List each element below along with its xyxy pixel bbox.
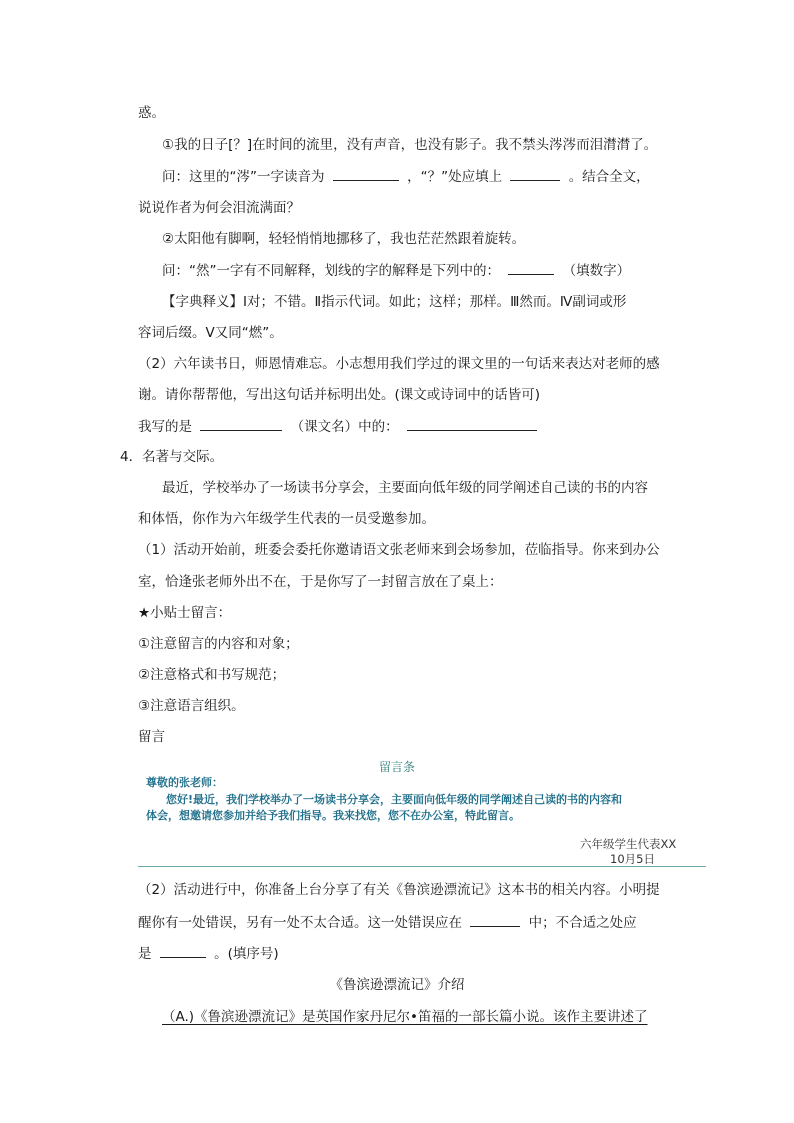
text-line: 容词后缀。Ⅴ又同“燃”。	[138, 325, 283, 341]
answer-blank[interactable]	[470, 912, 520, 927]
text-line: （2）六年读书日，师恩情难忘。小志想用我们学过的课文里的一句话来表达对老师的感	[138, 356, 660, 372]
text-line: 谢。请你帮帮他，写出这句话并标明出处。(课文或诗词中的话皆可)	[138, 387, 541, 403]
text-line	[138, 943, 279, 964]
answer-blank[interactable]	[510, 166, 560, 181]
text-line: 【字典释义】Ⅰ对；不错。Ⅱ指示代词。如此；这样；那样。Ⅲ然而。Ⅳ副词或形	[162, 294, 627, 310]
text-line: 室，恰逢张老师外出不在，于是你写了一封留言放在了桌上：	[138, 574, 503, 590]
question-text: 问：这里的“涔”一字读音为	[162, 169, 325, 185]
note-signature: 六年级学生代表XX	[580, 837, 677, 851]
note-body: 您好!最近，我们学校举办了一场读书分享会，主要面向低年级的同学阐述自己读的书的内容和	[166, 793, 623, 806]
text-line: （A.)《鲁滨逊漂流记》是英国作家丹尼尔•笛福的一部长篇小说。该作主要讲述了	[162, 1009, 648, 1025]
text-line: ②太阳他有脚啊，轻轻悄悄地挪移了，我也茫茫然跟着旋转。	[162, 231, 526, 247]
text-line	[162, 166, 650, 187]
section-title: 《鲁滨逊漂流记》介绍	[329, 977, 465, 993]
question-text: （填数字）	[562, 263, 631, 279]
question-text: 醒你有一处错误，另有一处不太合适。这一处错误应在	[138, 915, 462, 931]
text-line: 说说作者为何会泪流满面？	[138, 200, 300, 216]
answer-blank[interactable]	[508, 260, 554, 275]
question-text: 问：“然”一字有不同解释，划线的字的解释是下列中的：	[162, 263, 500, 279]
question-text: 我写的是	[138, 419, 192, 435]
tip-item: ③注意语言组织。	[138, 698, 245, 714]
answer-blank[interactable]	[160, 943, 206, 958]
question-text: 。(填序号)	[214, 946, 279, 962]
answer-blank[interactable]	[333, 166, 399, 181]
text-line: 惑。	[138, 105, 165, 121]
question-text: 。结合全文，	[568, 169, 650, 185]
note-label: 留言	[138, 729, 165, 745]
answer-blank[interactable]	[200, 416, 282, 431]
text-line	[138, 416, 541, 437]
text-line: ①我的日子[？]在时间的流里，没有声音，也没有影子。我不禁头涔涔而泪潸潸了。	[162, 137, 658, 153]
section-heading: 4．名著与交际。	[120, 449, 224, 465]
text-line: 最近，学校举办了一场读书分享会，主要面向低年级的同学阐述自己读的书的内容	[162, 480, 648, 496]
question-text: ，“？”处应填上	[407, 169, 503, 185]
note-body: 体会，想邀请您参加并给予我们指导。我来找您，您不在办公室，特此留言。	[146, 809, 520, 822]
text-line: （2）活动进行中，你准备上台分享了有关《鲁滨逊漂流记》这本书的相关内容。小明提	[138, 882, 660, 898]
tip-heading: ★小贴士留言：	[138, 605, 232, 621]
question-text: 中；不合适之处应	[528, 915, 637, 931]
answer-blank[interactable]	[407, 416, 537, 431]
text-line	[162, 260, 630, 281]
note-divider	[138, 866, 706, 867]
note-date: 10月5日	[610, 852, 655, 866]
tip-item: ①注意留言的内容和对象；	[138, 636, 299, 652]
note-title: 留言条	[378, 760, 415, 774]
tip-item: ②注意格式和书写规范；	[138, 667, 286, 683]
question-text: 是	[138, 946, 152, 962]
question-text: （课文名）中的：	[290, 419, 399, 435]
text-line: （1）活动开始前，班委会委托你邀请语文张老师来到会场参加，莅临指导。你来到办公	[138, 542, 660, 558]
text-line	[138, 912, 637, 933]
note-salutation: 尊敬的张老师：	[146, 776, 223, 789]
text-line: 和体悟，你作为六年级学生代表的一员受邀参加。	[138, 511, 435, 527]
